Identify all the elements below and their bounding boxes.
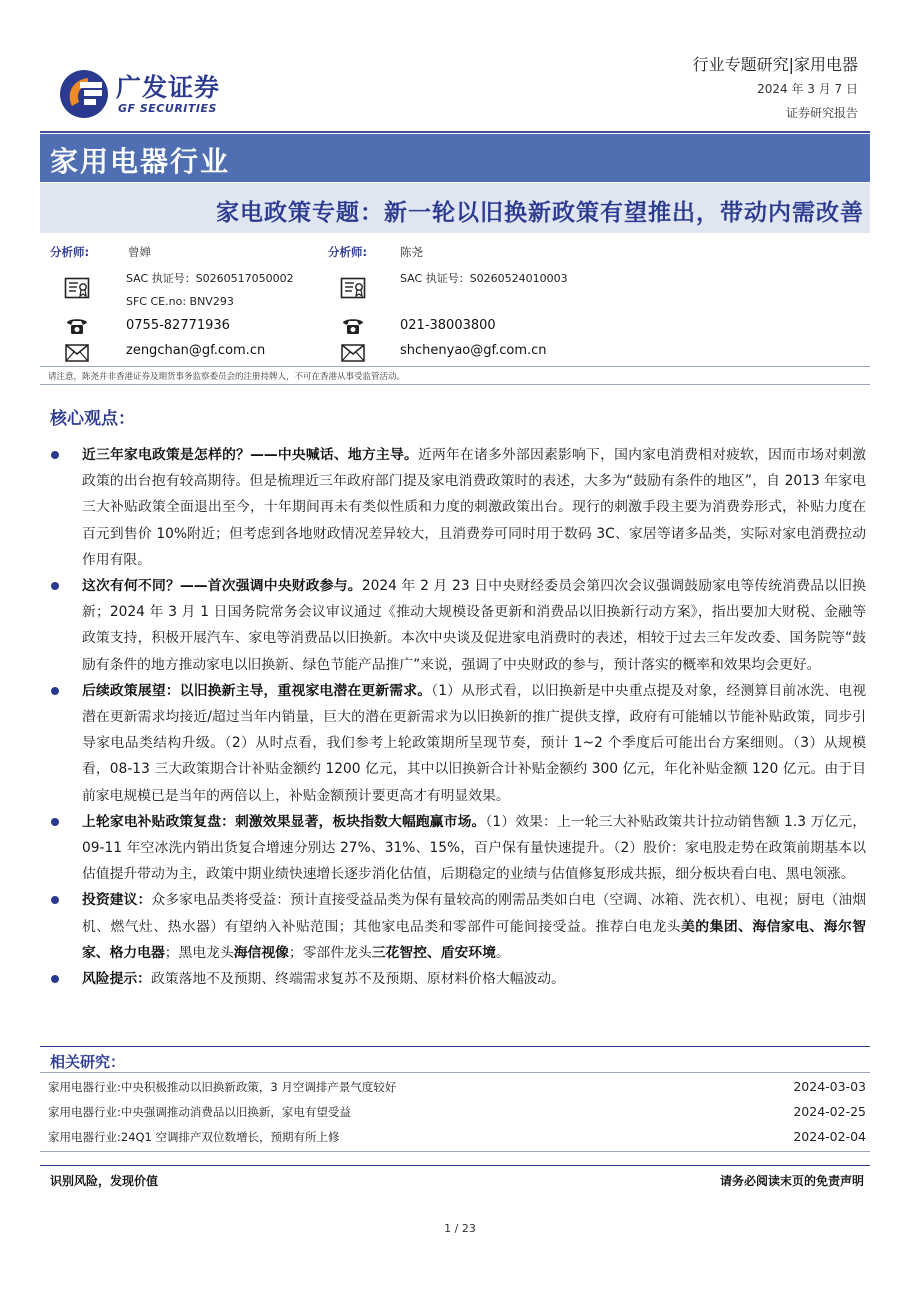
- header-rule: [40, 131, 870, 133]
- point-item: [48, 809, 866, 888]
- related-date: 2024-02-25: [793, 1104, 866, 1119]
- analyst-name-1: 曾婵: [128, 245, 151, 259]
- related-title[interactable]: 家用电器行业:24Q1 空调排产双位数增长，预期有所上修: [48, 1130, 340, 1144]
- point-lead: 后续政策展望：以旧换新主导，重视家电潜在更新需求。: [82, 682, 432, 699]
- analyst-email-2: shchenyao@gf.com.cn: [400, 343, 547, 358]
- divider: [40, 384, 870, 385]
- analyst-label-2: 分析师:: [328, 245, 368, 259]
- analyst-email-1: zengchan@gf.com.cn: [126, 343, 266, 358]
- point-lead: 上轮家电补贴政策复盘：刺激效果显著，板块指数大幅跑赢市场。: [82, 813, 486, 830]
- point-lead: 近三年家电政策是怎样的？——中央喊话、地方主导。: [82, 447, 418, 463]
- analyst-sac-1: SAC 执证号：S0260517050002: [126, 272, 294, 285]
- divider: [40, 1151, 870, 1152]
- recommended-stocks-components: 三花智控、盾安环境: [371, 944, 496, 961]
- report-kind: 证券研究报告: [785, 106, 858, 120]
- point-lead: 风险提示：: [82, 971, 151, 988]
- point-text: ；黑电龙头: [164, 944, 234, 961]
- related-date: 2024-02-04: [793, 1129, 866, 1144]
- report-title: 家电政策专题：新一轮以旧换新政策有望推出，带动内需改善: [216, 200, 864, 226]
- industry-title: 家用电器行业: [50, 145, 231, 178]
- bullet-icon: [51, 896, 59, 904]
- point-text: 近两年在诸多外部因素影响下，国内家电消费相对疲软，因而市场对刺激政策的出台抱有较高期待。但是梳理近三年政府部门提及家电消费政策时的表述，大多为“鼓励有条件的地区”，自 2013 年家电三大补贴政策全面退出至今，十年期间再未有类似性质和力度的刺激政策出台。现行的刺激手段主要为消费券形式，补贴力度在百元到售价 10%附近；但考虑到各地财政情况差异较大，且消费券可同时用于数码 3C、家居等诸多品类，实际对家电消费拉动作用有限。: [82, 447, 866, 568]
- regulatory-notice: 请注意，陈尧并非香港证券及期货事务监察委员会的注册持牌人，不可在香港从事受监管活动。: [48, 372, 406, 382]
- point-text: （1）效果：上一轮三大补贴政策共计拉动销售额 1.3 万亿元，09-11 年空冰洗内销出货复合增速分别达 27%、31%、15%，百户保有量快速提升。（2）股价：家电股走势在政策前期基本以估值提升带动为主，政策中期业绩快速增长逐步消化估值，后期稳定的业绩与估值修复形成共振，细分板块看白电、黑电领涨。: [82, 813, 867, 883]
- recommended-stocks-black-goods: 海信视像: [233, 944, 289, 961]
- point-item: [48, 573, 866, 678]
- phone-icon: [340, 314, 366, 338]
- logo-name: 广发证券: [116, 73, 221, 102]
- mail-icon: [340, 341, 366, 365]
- point-item: [48, 442, 866, 573]
- certificate-icon: [64, 277, 90, 301]
- footer-disclaimer: 请务必阅读末页的免责声明: [719, 1174, 864, 1188]
- related-title[interactable]: 家用电器行业:中央积极推动以旧换新政策，3 月空调排产景气度较好: [48, 1080, 397, 1094]
- point-lead: 投资建议：: [82, 892, 152, 909]
- point-text: 。: [495, 944, 510, 961]
- point-text: 2024 年 2 月 23 日中央财经委员会第四次会议强调鼓励家电等传统消费品以旧换新；2024 年 3 月 1 日国务院常务会议审议通过《推动大规模设备更新和消费品以旧换新行动方案》，指出要加大财税、金融等政策支持，积极开展汽车、家电等消费品以旧换新。本次中央谈及促进家电消费时的表述，相较于过去三年发改委、国务院等“鼓励有条件的地方推动家电以旧换新、绿色节能产品推广”来说，强调了中央财政的参与，预计落实的概率和效果均会更好。: [82, 578, 867, 673]
- report-date: 2024 年 3 月 7 日: [757, 82, 858, 96]
- point-lead: 这次有何不同？——首次强调中央财政参与。: [82, 578, 362, 595]
- divider: [40, 1046, 870, 1047]
- point-text: ；零部件龙头: [288, 944, 372, 961]
- point-text: 众多家电品类将受益：预计直接受益品类为保有量较高的刚需品类如白电（空调、冰箱、洗衣机）、电视；厨电（油烟机、燃气灶、热水器）有望纳入补贴范围；其他家电品类和零部件可能间接受益。推荐白电龙头: [82, 892, 866, 935]
- point-text: 政策落地不及预期、终端需求复苏不及预期、原材料价格大幅波动。: [150, 971, 565, 988]
- point-text: （1）从形式看，以旧换新是中央重点提及对象，经测算目前冰洗、电视潜在更新需求均接近/超过当年内销量，巨大的潜在更新需求为以旧换新的推广提供支撑，政府有可能辅以节能补贴政策，同步引导家电品类结构升级。（2）从时点看，我们参考上轮政策期所呈现节奏，预计 1~2 个季度后可能出台方案细则。（3）从规模看，08-13 三大政策期合计补贴金额约 1200 亿元，其中以旧换新合计补贴金额约 300 亿元，年化补贴金额 120 亿元。由于目前家电规模已是当年的两倍以上，补贴金额预计要更高才有明显效果。: [82, 682, 866, 804]
- footer-rule: [40, 1165, 870, 1166]
- related-title[interactable]: 家用电器行业:中央强调推动消费品以旧换新，家电有望受益: [48, 1105, 351, 1119]
- bullet-icon: [51, 582, 59, 590]
- phone-icon: [64, 314, 90, 338]
- analyst-sfc-1: SFC CE.no: BNV293: [126, 295, 234, 308]
- gf-logo-icon: [58, 68, 110, 120]
- analyst-label-1: 分析师:: [50, 245, 90, 259]
- divider: [40, 1072, 870, 1073]
- mail-icon: [64, 341, 90, 365]
- recommended-stocks-white-goods: 美的集团、海信家电、海尔智家、格力电器: [82, 918, 866, 961]
- analyst-sac-2: SAC 执证号：S0260524010003: [400, 272, 568, 285]
- point-item: [48, 966, 866, 992]
- related-date: 2024-03-03: [793, 1079, 866, 1094]
- analyst-name-2: 陈尧: [400, 245, 423, 259]
- related-item[interactable]: [48, 1079, 866, 1095]
- point-item: [48, 887, 866, 966]
- footer-slogan: 识别风险，发现价值: [50, 1174, 159, 1188]
- gf-logo: [58, 68, 248, 120]
- related-heading: 相关研究：: [50, 1053, 126, 1071]
- point-item: [48, 678, 866, 809]
- bullet-icon: [51, 451, 59, 459]
- bullet-icon: [51, 975, 59, 983]
- core-heading: 核心观点：: [50, 409, 135, 429]
- analyst-phone-1: 0755-82771936: [126, 318, 230, 333]
- bullet-icon: [51, 818, 59, 826]
- analyst-phone-2: 021-38003800: [400, 318, 496, 333]
- related-item[interactable]: [48, 1104, 866, 1120]
- report-type: 行业专题研究|家用电器: [692, 55, 858, 74]
- core-points: [48, 442, 866, 992]
- divider: [40, 366, 870, 367]
- logo-en: GF SECURITIES: [118, 102, 217, 115]
- certificate-icon: [340, 277, 366, 301]
- related-item[interactable]: [48, 1129, 866, 1145]
- bullet-icon: [51, 687, 59, 695]
- page-number: 1 / 23: [444, 1222, 476, 1235]
